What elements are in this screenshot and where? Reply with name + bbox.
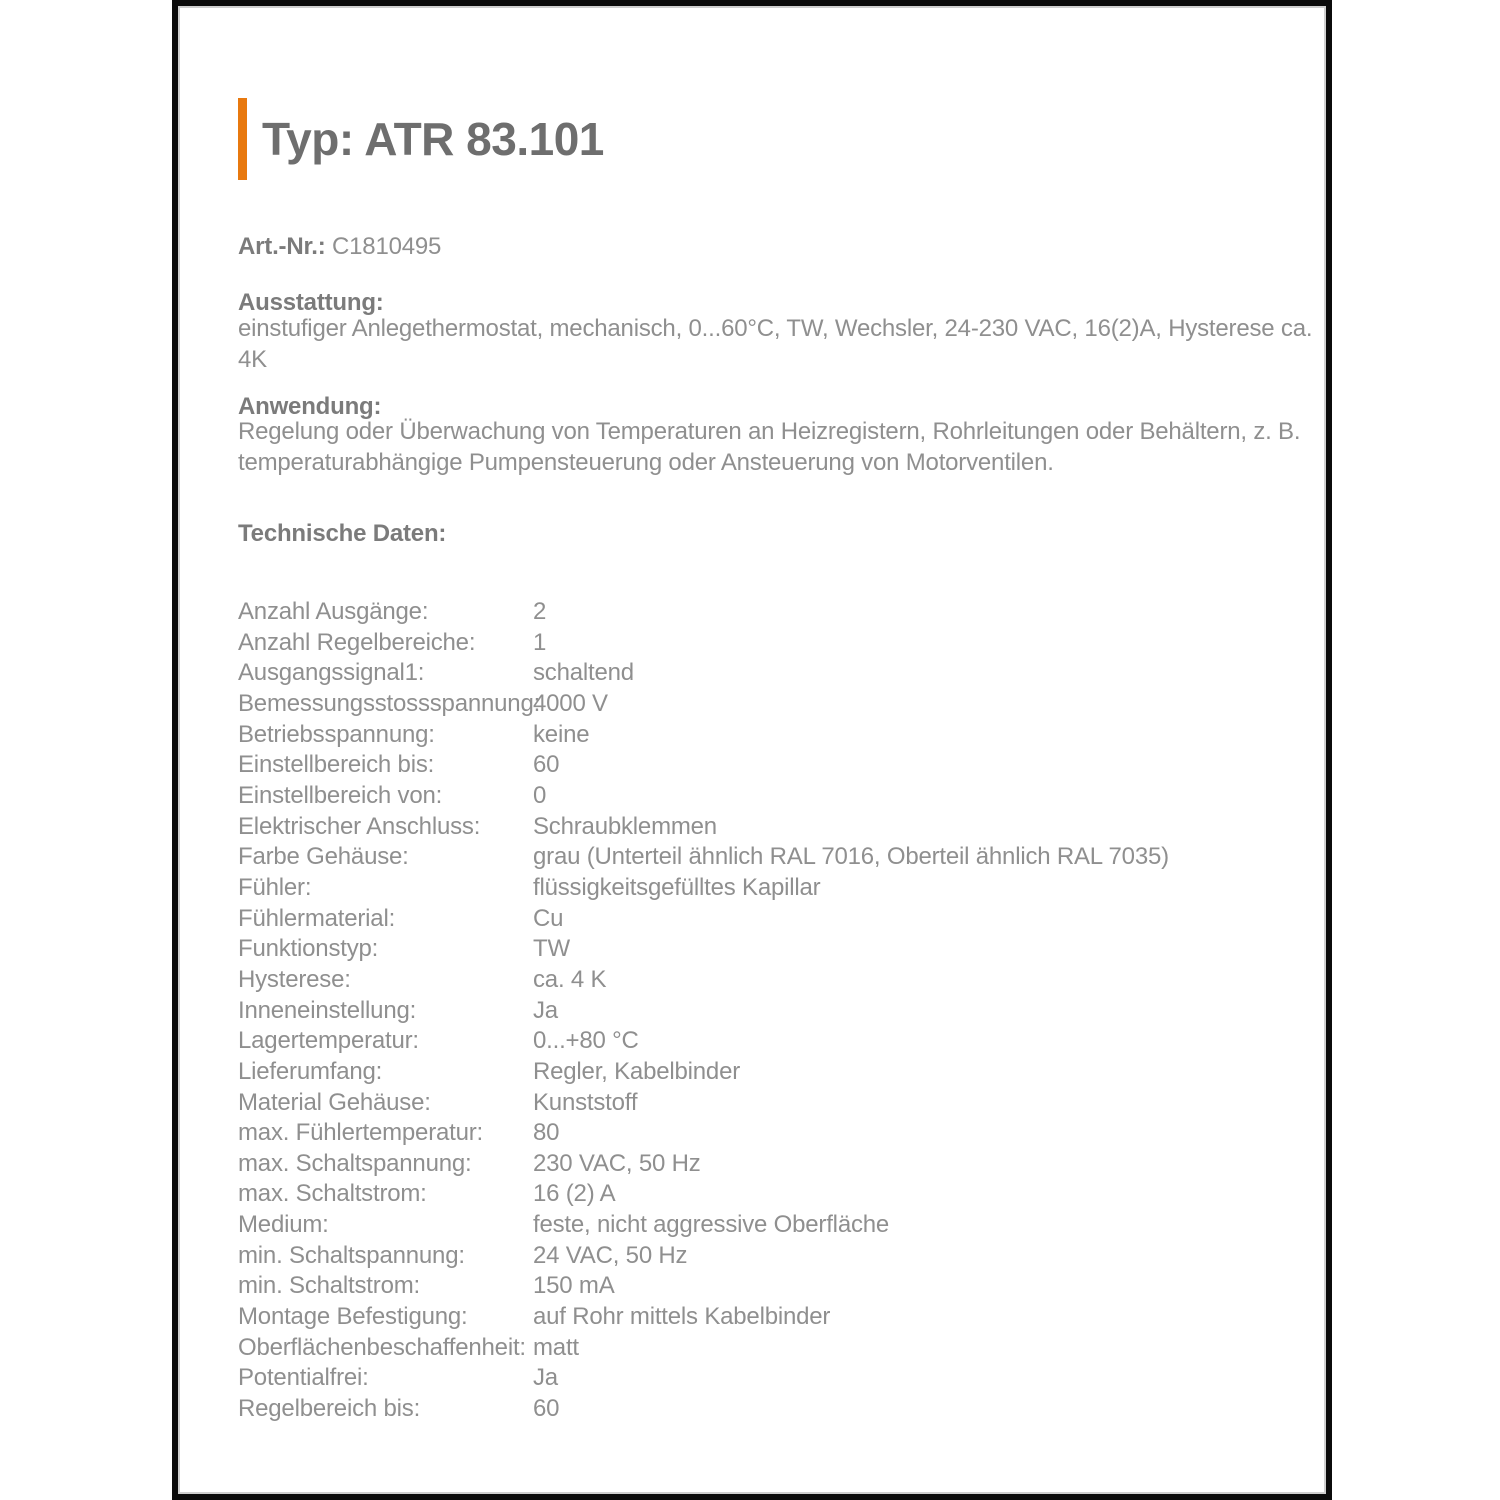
spec-row xyxy=(238,781,1318,812)
spec-row xyxy=(238,1179,1318,1210)
spec-label: Hysterese: xyxy=(238,965,351,993)
spec-label: max. Schaltspannung: xyxy=(238,1149,472,1177)
spec-label: Fühler: xyxy=(238,873,312,901)
spec-row xyxy=(238,658,1318,689)
article-number-label: Art.-Nr.: xyxy=(238,233,326,260)
spec-row xyxy=(238,689,1318,720)
spec-label: Elektrischer Anschluss: xyxy=(238,812,481,840)
technische-daten-heading: Technische Daten: xyxy=(238,520,447,547)
spec-row xyxy=(238,1363,1318,1394)
spec-value: 150 mA xyxy=(533,1272,615,1300)
spec-label: Anzahl Ausgänge: xyxy=(238,598,429,625)
spec-value: Kunststoff xyxy=(533,1088,638,1116)
spec-row xyxy=(238,996,1318,1027)
ausstattung-body: einstufiger Anlegethermostat, mechanisch, 0...60°C, TW, Wechsler, 24-230 VAC, 16(2)A, Hysterese ca. 4K xyxy=(238,315,1313,373)
spec-row xyxy=(238,1271,1318,1302)
spec-label: Farbe Gehäuse: xyxy=(238,843,409,871)
spec-value: grau (Unterteil ähnlich RAL 7016, Oberteil ähnlich RAL 7035) xyxy=(533,843,1169,871)
spec-label: min. Schaltstrom: xyxy=(238,1272,420,1300)
datasheet-page xyxy=(172,0,1332,1500)
spec-row xyxy=(238,1210,1318,1241)
spec-value: auf Rohr mittels Kabelbinder xyxy=(533,1303,831,1331)
spec-row xyxy=(238,1333,1318,1364)
spec-row xyxy=(238,1302,1318,1333)
spec-value: 0...+80 °C xyxy=(533,1027,639,1055)
spec-value: keine xyxy=(533,720,590,748)
spec-label: min. Schaltspannung: xyxy=(238,1241,465,1269)
spec-row xyxy=(238,873,1318,904)
spec-row xyxy=(238,934,1318,965)
spec-value: Ja xyxy=(533,996,558,1024)
spec-label: Bemessungsstossspannung: xyxy=(238,689,541,717)
spec-row xyxy=(238,1026,1318,1057)
spec-value: 0 xyxy=(533,781,547,809)
spec-label: Einstellbereich bis: xyxy=(238,751,435,779)
spec-value: 230 VAC, 50 Hz xyxy=(533,1149,701,1177)
spec-label: Funktionstyp: xyxy=(238,935,379,963)
spec-row xyxy=(238,1118,1318,1149)
spec-value: 60 xyxy=(533,1395,560,1423)
spec-row xyxy=(238,965,1318,996)
spec-value: 1 xyxy=(533,628,547,656)
article-number-line xyxy=(238,232,1318,263)
article-number-value: C1810495 xyxy=(332,233,442,260)
spec-row xyxy=(238,628,1318,659)
spec-value: 24 VAC, 50 Hz xyxy=(533,1241,688,1269)
spec-label: Fühlermaterial: xyxy=(238,904,396,932)
spec-value: schaltend xyxy=(533,659,634,687)
spec-label: Einstellbereich von: xyxy=(238,781,443,809)
spec-value: Schraubklemmen xyxy=(533,812,717,840)
spec-value: Regler, Kabelbinder xyxy=(533,1057,741,1085)
spec-label: max. Fühlertemperatur: xyxy=(238,1119,484,1147)
spec-label: Betriebsspannung: xyxy=(238,720,435,748)
spec-label: Potentialfrei: xyxy=(238,1364,369,1392)
spec-label: Material Gehäuse: xyxy=(238,1088,431,1116)
anwendung-heading: Anwendung: xyxy=(238,393,382,420)
spec-value: flüssigkeitsgefülltes Kapillar xyxy=(533,873,821,901)
anwendung-body: Regelung oder Überwachung von Temperaturen an Heizregistern, Rohrleitungen oder Behältern, z. B. temperaturabhängige Pumpensteuerung oder Ansteuerung von Motorventilen. xyxy=(238,418,1301,476)
spec-label: Medium: xyxy=(238,1211,329,1239)
spec-row xyxy=(238,842,1318,873)
title-accent-bar xyxy=(238,98,247,180)
spec-row xyxy=(238,1149,1318,1180)
spec-row xyxy=(238,1057,1318,1088)
spec-label: Montage Befestigung: xyxy=(238,1303,468,1331)
spec-label: max. Schaltstrom: xyxy=(238,1180,427,1208)
spec-value: 2 xyxy=(533,598,547,625)
spec-row xyxy=(238,597,1318,628)
technical-data-table xyxy=(238,597,1318,1425)
spec-row xyxy=(238,720,1318,751)
spec-value: ca. 4 K xyxy=(533,965,607,993)
spec-value: 16 (2) A xyxy=(533,1180,616,1208)
spec-label: Oberflächenbeschaffenheit: xyxy=(238,1333,526,1361)
spec-value: Ja xyxy=(533,1364,558,1392)
spec-row xyxy=(238,812,1318,843)
page-title: Typ: ATR 83.101 xyxy=(262,113,604,165)
spec-value: matt xyxy=(533,1333,579,1361)
ausstattung-heading: Ausstattung: xyxy=(238,289,384,316)
spec-label: Anzahl Regelbereiche: xyxy=(238,628,476,656)
spec-label: Lagertemperatur: xyxy=(238,1027,419,1055)
spec-value: TW xyxy=(533,935,570,963)
spec-label: Lieferumfang: xyxy=(238,1057,383,1085)
spec-row xyxy=(238,1394,1318,1425)
spec-label: Regelbereich bis: xyxy=(238,1395,421,1423)
title-block xyxy=(238,98,604,180)
spec-value: 80 xyxy=(533,1119,560,1147)
spec-value: feste, nicht aggressive Oberfläche xyxy=(533,1211,890,1239)
spec-row xyxy=(238,1241,1318,1272)
spec-row xyxy=(238,750,1318,781)
spec-value: 60 xyxy=(533,751,560,779)
spec-row xyxy=(238,1088,1318,1119)
spec-label: Inneneinstellung: xyxy=(238,996,417,1024)
spec-row xyxy=(238,904,1318,935)
spec-value: Cu xyxy=(533,904,564,932)
spec-label: Ausgangssignal1: xyxy=(238,659,425,687)
spec-value: 4000 V xyxy=(533,689,608,717)
